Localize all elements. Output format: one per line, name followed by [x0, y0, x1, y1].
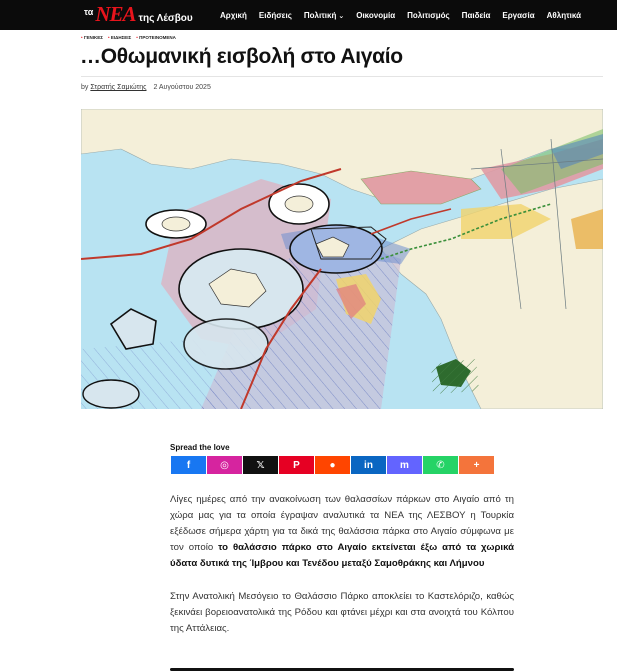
share-x-button[interactable] — [243, 456, 278, 474]
share-label: Spread the love — [170, 443, 230, 452]
bullet-icon: • — [136, 35, 138, 40]
nav-item-education[interactable]: Παιδεία — [461, 10, 491, 20]
linkedin-icon: in — [364, 459, 373, 471]
share-more-button[interactable] — [459, 456, 494, 474]
nav-item-sports[interactable]: Αθλητικά — [546, 10, 581, 20]
x-icon: 𝕏 — [256, 459, 265, 471]
article-title: …Οθωμανική εισβολή στο Αιγαίο — [80, 45, 403, 68]
site-logo[interactable] — [84, 3, 193, 27]
nav-item-politics-label: Πολιτική — [303, 10, 337, 20]
category-tag-label: ΕΙΔΗΣΕΙΣ — [110, 35, 132, 40]
article-body — [170, 492, 514, 654]
nav-item-labour[interactable]: Εργασία — [502, 10, 535, 20]
top-navbar — [0, 0, 617, 30]
reddit-icon: ● — [329, 459, 336, 471]
share-facebook-button[interactable] — [171, 456, 206, 474]
logo-prefix: τα — [84, 7, 94, 17]
nav-item-politics[interactable] — [304, 11, 344, 20]
instagram-icon: ◎ — [220, 459, 229, 471]
title-divider — [81, 76, 603, 77]
paragraph-bold-text: το θαλάσσιο πάρκο στο Αιγαίο εκτείνεται έξω από τα χωρικά ύδατα δυτικά της Ίμβρου και Τενέδου μεταξύ Σαμοθράκης και Λήμνου — [170, 542, 515, 569]
publish-date: 2 Αυγούστου 2025 — [153, 84, 211, 91]
nav-item-culture[interactable]: Πολιτισμός — [407, 10, 450, 20]
facebook-icon: f — [186, 459, 191, 471]
author-link[interactable]: Στρατής Σαμιώτης — [90, 84, 147, 91]
chevron-down-icon: ⌄ — [338, 12, 345, 20]
bullet-icon: • — [81, 35, 83, 40]
nav-item-home[interactable]: Αρχική — [220, 10, 247, 20]
nav-item-economy[interactable]: Οικονομία — [356, 10, 396, 20]
byline — [81, 84, 211, 91]
category-tags — [81, 35, 176, 40]
logo-suffix: της Λέσβου — [138, 13, 193, 24]
category-tag[interactable] — [136, 35, 176, 40]
share-linkedin-button[interactable] — [351, 456, 386, 474]
category-tag[interactable] — [108, 35, 131, 40]
category-tag[interactable] — [81, 35, 103, 40]
plus-icon: + — [473, 459, 480, 471]
paragraph-text: Λίγες ημέρες από την ανακοίνωση των θαλασσίων πάρκων στο Αιγαίο από τη χώρα μας για τα οποία έγραψαν αναλυτικά τα ΝΕΑ της ΛΕΣΒΟΥ η Τουρκία εξέδωσε σήμερα χάρτη για τα δικά της θαλάσσια πάρκα στο Αιγαίο σύμφωνα με τον οποίο — [170, 494, 514, 553]
bullet-icon: • — [108, 35, 110, 40]
category-tag-label: ΠΡΟΤΕΙΝΟΜΕΝΑ — [139, 35, 176, 40]
logo-name: ΝΕΑ — [95, 2, 136, 26]
share-pinterest-button[interactable] — [279, 456, 314, 474]
article-paragraph: Στην Ανατολική Μεσόγειο το Θαλάσσιο Πάρκο αποκλείει το Καστελόριζο, καθώς ξεκινάει βορειοανατολικά της Ρόδου και φτάνει μέχρι και στα ανοιχτά του Κόλπου της Αττάλειας. — [170, 591, 514, 634]
share-instagram-button[interactable] — [207, 456, 242, 474]
mastodon-icon: m — [400, 459, 409, 471]
article-paragraph — [170, 492, 514, 572]
nav-item-news[interactable]: Ειδήσεις — [258, 10, 292, 20]
share-buttons — [171, 456, 494, 474]
share-mastodon-button[interactable] — [387, 456, 422, 474]
hero-map-image — [81, 109, 603, 409]
pinterest-icon: P — [293, 459, 300, 471]
whatsapp-icon: ✆ — [436, 459, 445, 471]
category-tag-label: ΓΕΝΙΚΕΣ — [83, 35, 104, 40]
share-reddit-button[interactable] — [315, 456, 350, 474]
byline-prefix: by — [81, 84, 89, 91]
share-whatsapp-button[interactable] — [423, 456, 458, 474]
main-nav — [214, 0, 587, 30]
